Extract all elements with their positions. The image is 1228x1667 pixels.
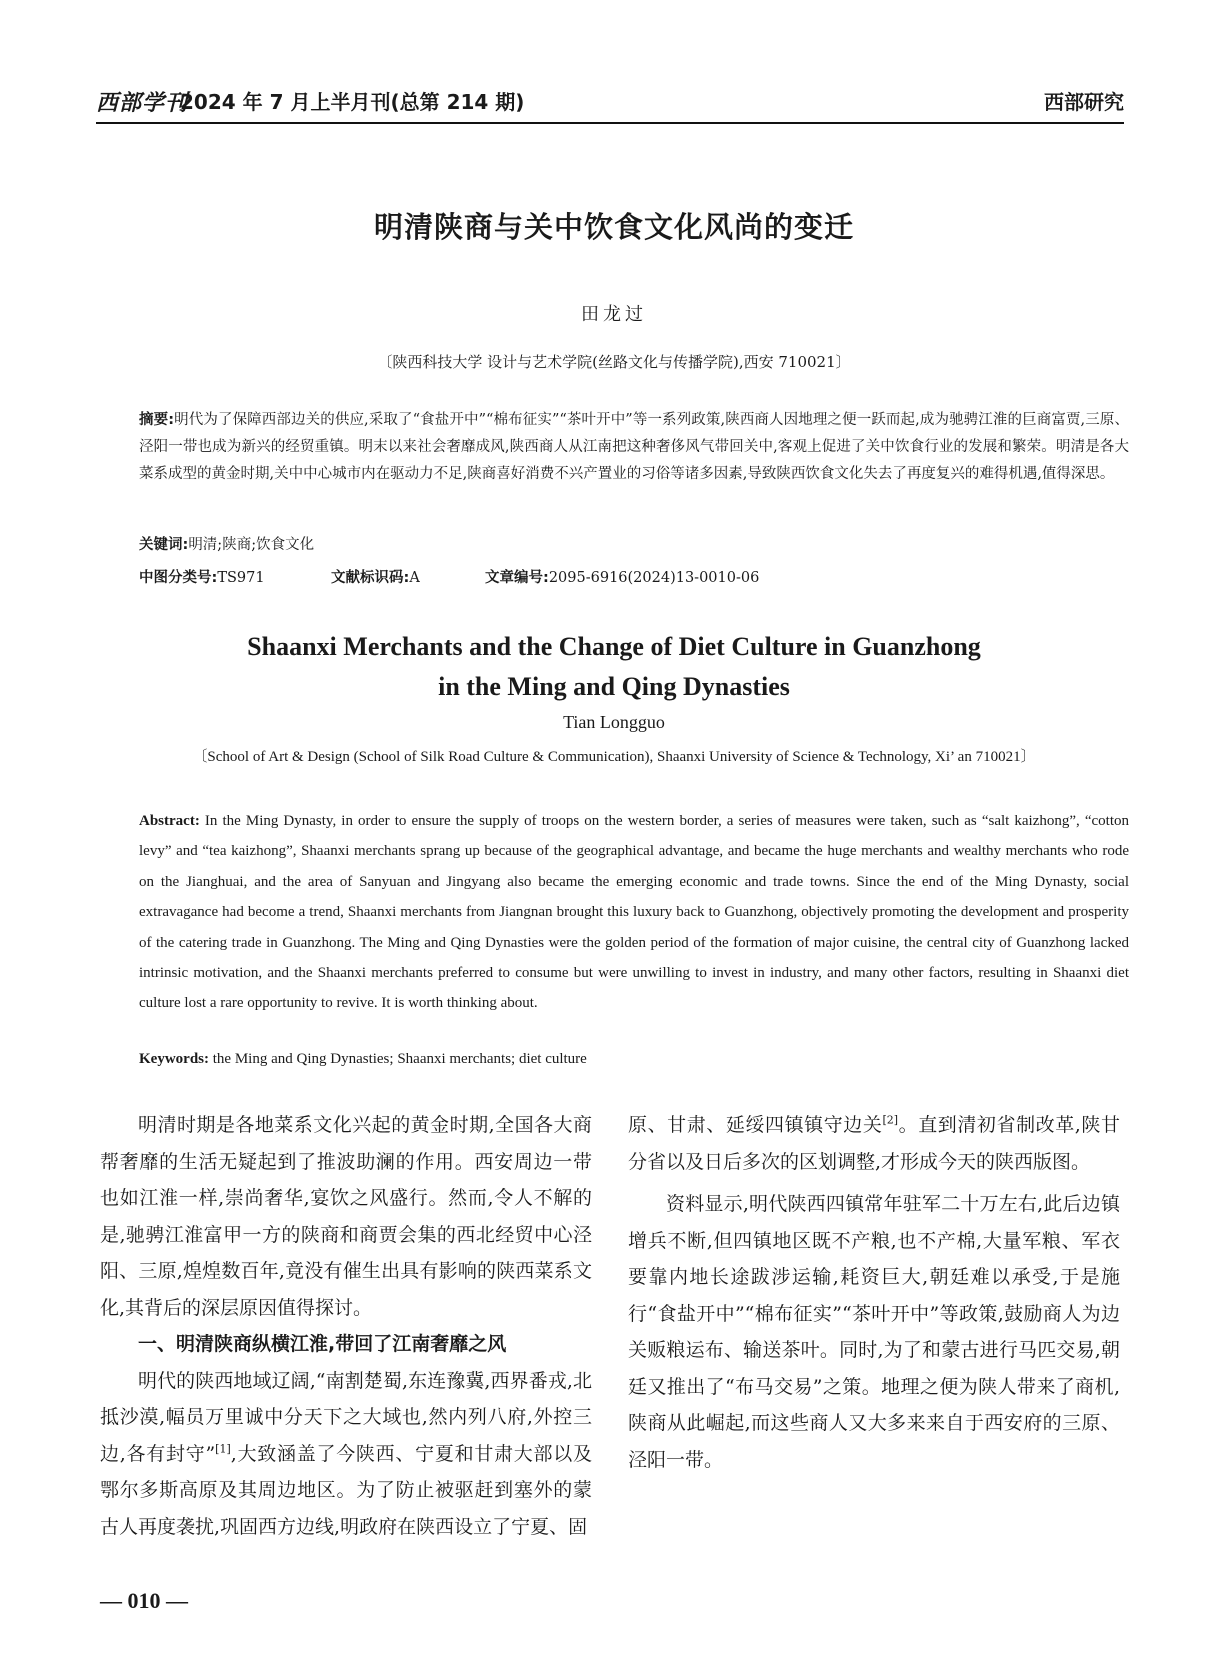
journal-header xyxy=(96,82,1124,124)
paragraph-2 xyxy=(100,1363,592,1546)
section-name: 西部研究 xyxy=(1044,90,1124,114)
body-column-left xyxy=(100,1107,592,1545)
abstract-cn xyxy=(139,407,1129,488)
keywords-en-text: the Ming and Qing Dynasties; Shaanxi merchants; diet culture xyxy=(212,1051,587,1067)
paragraph-2-continued xyxy=(628,1107,1120,1180)
keywords-cn-label: 关键词: xyxy=(139,537,189,553)
paragraph-2-text-b-cont: 原、甘肃、延绥四镇镇守边关 xyxy=(628,1114,883,1136)
section-heading-1: 一、明清陕商纵横江淮,带回了江南奢靡之风 xyxy=(138,1333,507,1355)
clc-value: TS971 xyxy=(217,570,265,586)
paragraph-2-text-c-cont: 。直到清初省制改革,陕甘分省以及日后多次的区划调整,才形成今天的陕西版图。 xyxy=(628,1114,1120,1173)
title-en-line2: in the Ming and Qing Dynasties xyxy=(438,672,790,701)
clc-label: 中图分类号: xyxy=(139,570,218,586)
author-en: Tian Longguo xyxy=(563,712,665,732)
article-title-en xyxy=(0,627,1228,707)
author-cn: 田龙过 xyxy=(581,304,647,325)
keywords-cn xyxy=(139,533,314,554)
paragraph-3: 资料显示,明代陕西四镇常年驻军二十万左右,此后边镇增兵不断,但四镇地区既不产粮,也不产棉,大量军粮、军衣要靠内地长途跋涉运输,耗资巨大,朝廷难以承受,于是施行“食盐开中”“棉布征实”“茶叶开中”等政策,鼓励商人为边关贩粮运布、输送茶叶。同时,为了和蒙古进行马匹交易,朝廷又推出了“布马交易”之策。地理之便为陕人带来了商机,陕商从此崛起,而这些商人又大多来来自于西安府的三原、泾阳一带。 xyxy=(628,1193,1120,1471)
abstract-en xyxy=(139,806,1129,1019)
abstract-cn-text: 明代为了保障西部边关的供应,采取了“食盐开中”“棉布征实”“茶叶开中”等一系列政策,陕西商人因地理之便一跃而起,成为驰骋江淮的巨商富贾,三原、泾阳一带也成为新兴的经贸重镇。明末以来社会奢靡成风,陕西商人从江南把这种奢侈风气带回关中,客观上促进了关中饮食行业的发展和繁荣。明清是各大菜系成型的黄金时期,关中中心城市内在驱动力不足,陕商喜好消费不兴产置业的习俗等诸多因素,导致陕西饮食文化失去了再度复兴的难得机遇,值得深思。 xyxy=(139,412,1129,482)
abstract-en-text: In the Ming Dynasty, in order to ensure the supply of troops on the western border, a series of measures were taken, such as “salt kaizhong”, “cotton levy” and “tea kaizhong”, Shaanxi merchants sprang up because of the geographical advantage, and became the huge merchants and wealthy merchants who rode on the Jianghuai, and the area of Sanyuan and Jingyang also became the emerging economic and trade towns. Since the end of the Ming Dynasty, social extravagance had become a trend, Shaanxi merchants from Jiangnan brought this luxury back to Guanzhong, objectively promoting the development and prosperity of the catering trade in Guanzhong. The Ming and Qing Dynasties were the golden period of the formation of major cuisine, the central city of Guanzhong lacked intrinsic motivation, and the Shaanxi merchants preferred to consume but were unwilling to invest in industry, and many other factors, resulting in Shaanxi diet culture lost a rare opportunity to revive. It is worth thinking about. xyxy=(139,813,1130,1012)
doc-label: 文献标识码: xyxy=(331,570,410,586)
article-number xyxy=(485,566,759,587)
title-en-line1: Shaanxi Merchants and the Change of Diet Culture in Guanzhong xyxy=(247,632,981,661)
art-value: 2095-6916(2024)13-0010-06 xyxy=(548,570,760,586)
abstract-cn-label: 摘要: xyxy=(139,412,175,428)
paragraph-2-text-a: 明代的陕西地域辽阔,“南割楚蜀,东连豫冀,西界番戎,北抵沙漠,幅员万里诚中分天下之大域也,然内列八府,外控三边,各有封守” xyxy=(100,1369,592,1465)
body-column-right xyxy=(628,1107,1120,1478)
citation-2: [2] xyxy=(882,1113,899,1127)
journal-logo: 西部学刊 xyxy=(96,90,189,116)
issue-info: 2024 年 7 月上半月刊(总第 214 期) xyxy=(180,90,525,114)
abstract-en-label: Abstract: xyxy=(139,813,200,829)
page-number: — 010 — xyxy=(100,1588,188,1613)
affiliation-en: 〔School of Art & Design (School of Silk Road Culture & Communication), Shaanxi University of Science & Technology, Xi’ an 710021〕 xyxy=(192,749,1036,765)
affiliation-cn: 〔陕西科技大学 设计与艺术学院(丝路文化与传播学院),西安 710021〕 xyxy=(377,353,851,371)
doc-value: A xyxy=(409,570,420,586)
citation-1: [1] xyxy=(215,1442,231,1456)
keywords-en xyxy=(139,1051,587,1068)
intro-paragraph: 明清时期是各地菜系文化兴起的黄金时期,全国各大商帮奢靡的生活无疑起到了推波助澜的作用。西安周边一带也如江淮一样,崇尚奢华,宴饮之风盛行。然而,令人不解的是,驰骋江淮富甲一方的陕商和商贾会集的西北经贸中心泾阳、三原,煌煌数百年,竟没有催生出具有影响的陕西菜系文化,其背后的深层原因值得探讨。 xyxy=(100,1114,592,1319)
keywords-cn-text: 明清;陕商;饮食文化 xyxy=(188,537,315,553)
paragraph-2-text-b: ,大致涵盖了今陕西、宁夏和甘肃大部以及鄂尔多斯高原及其周边地区。为了防止被驱赶到塞外的蒙古人再度袭扰,巩固西方边线,明政府在陕西设立了宁夏、固 xyxy=(100,1442,592,1538)
keywords-en-label: Keywords: xyxy=(139,1051,209,1067)
article-title-cn: 明清陕商与关中饮食文化风尚的变迁 xyxy=(373,210,854,244)
clc-number xyxy=(139,566,265,587)
art-label: 文章编号: xyxy=(485,570,549,586)
doc-code xyxy=(331,566,420,587)
